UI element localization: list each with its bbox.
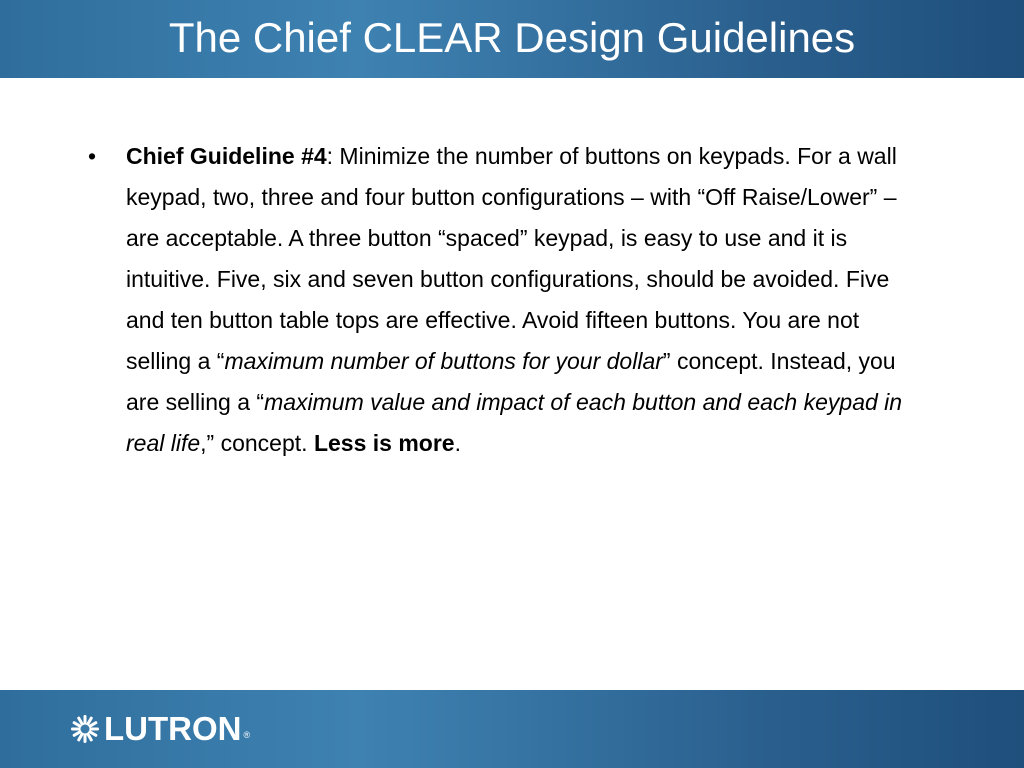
bullet-text-part-1: : Minimize the number of buttons on keypads. For a wall keypad, two, three and four button configurations – with “Off Raise/Lower” – are acceptable. A three button “spaced” keypad, is easy to use and it is intuitive. Five, six and seven button configurations, should be avoided. Five and ten button table tops are effective. Avoid fifteen buttons. You are not selling a “ bbox=[126, 143, 897, 374]
logo-wordmark: LUTRON bbox=[104, 710, 242, 747]
bullet-icon: • bbox=[88, 143, 97, 169]
bullet-text-part-3: ,” concept. bbox=[200, 430, 314, 456]
emphasis-phrase: Less is more bbox=[313, 430, 455, 456]
footer-banner bbox=[0, 690, 1024, 768]
slide-title: The Chief CLEAR Design Guidelines bbox=[168, 14, 856, 61]
registered-mark: ® bbox=[243, 730, 251, 740]
title-banner bbox=[0, 0, 1024, 78]
bullet-text bbox=[126, 136, 928, 464]
slide-body bbox=[88, 136, 928, 464]
lutron-starburst-icon bbox=[70, 714, 100, 744]
lutron-logo bbox=[70, 712, 250, 746]
bullet-text-part-4: . bbox=[454, 430, 461, 456]
bullet-text-part-2: ” concept. Instead, you are selling a “ bbox=[126, 348, 896, 415]
guideline-label: Chief Guideline #4 bbox=[126, 143, 327, 169]
bullet-item bbox=[88, 136, 928, 464]
italic-phrase-2: maximum value and impact of each button and each keypad in real life bbox=[126, 389, 903, 456]
italic-phrase-1: maximum number of buttons for your dollar bbox=[224, 348, 663, 374]
